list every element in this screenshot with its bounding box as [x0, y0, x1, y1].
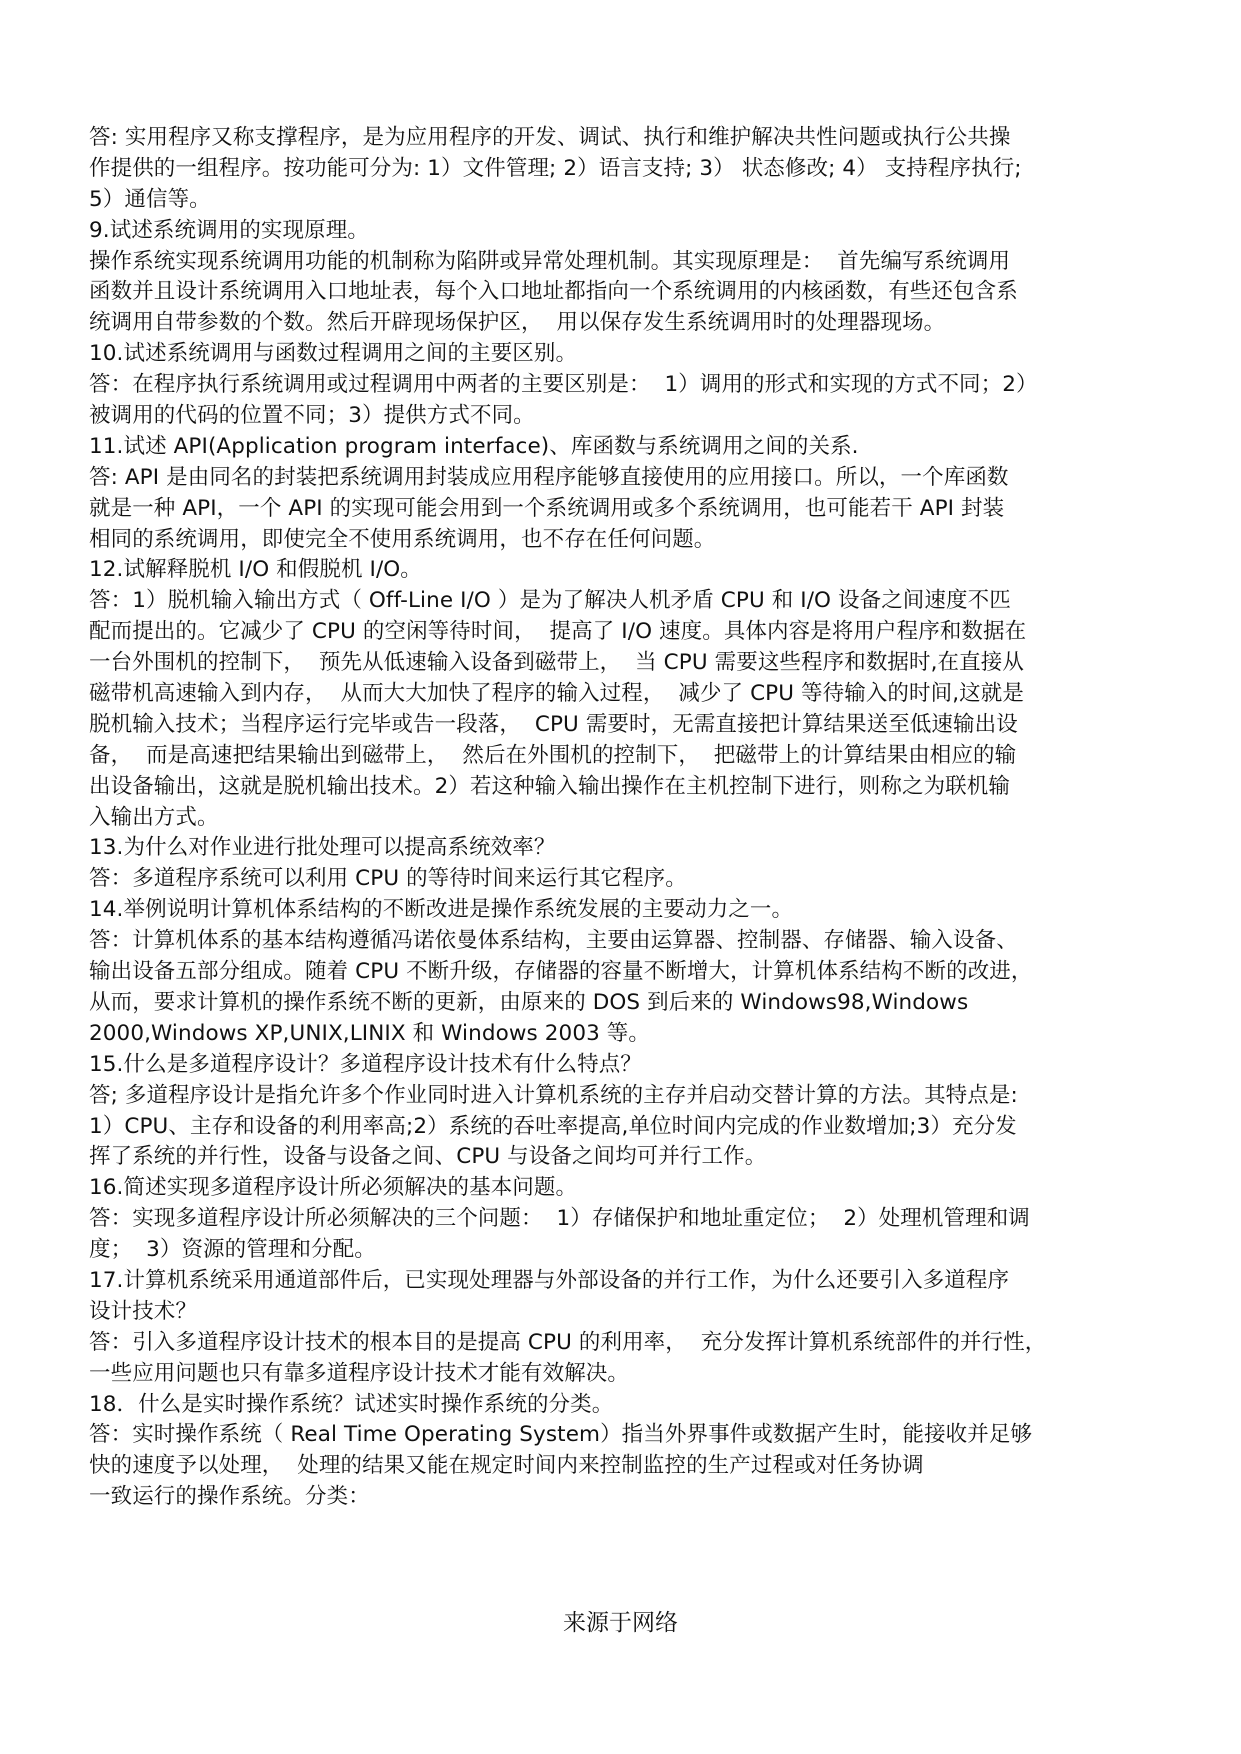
text-line: 13.为什么对作业进行批处理可以提高系统效率？ [89, 835, 556, 861]
text-line: 作提供的一组程序。按功能可分为: 1）文件管理; 2）语言支持; 3） 状态修改; 4） 支持程序执行; [89, 155, 1022, 181]
text-line: 输出设备五部分组成。随着 CPU 不断升级，存储器的容量不断增大，计算机体系结构不断的改进， [89, 959, 1033, 985]
text-line: 答：在程序执行系统调用或过程调用中两者的主要区别是： 1）调用的形式和实现的方式不同；2） [89, 372, 1038, 398]
text-line: 2000,Windows XP,UNIX,LINIX 和 Windows 2003 等。 [89, 1020, 651, 1046]
text-line: 设计技术？ [89, 1298, 198, 1324]
text-line: 就是一种 API，一个 API 的实现可能会用到一个系统调用或多个系统调用，也可能若干 API 封装 [89, 495, 1005, 521]
text-line: 10.试述系统调用与函数过程调用之间的主要区别。 [89, 341, 578, 367]
text-line: 配而提出的。它减少了 CPU 的空闲等待时间， 提高了 I/O 速度。具体内容是将用户程序和数据在 [89, 619, 1027, 645]
text-line: 一台外围机的控制下， 预先从低速输入设备到磁带上， 当 CPU 需要这些程序和数据时,在直接从 [89, 650, 1024, 676]
text-line: 答：实时操作系统（ Real Time Operating System）指当外界事件或数据产生时，能接收并足够 [89, 1422, 1033, 1448]
text-line: 从而，要求计算机的操作系统不断的更新，由原来的 DOS 到后来的 Windows98,Windows [89, 989, 969, 1015]
text-line: 被调用的代码的位置不同；3）提供方式不同。 [89, 403, 535, 429]
text-line: 统调用自带参数的个数。然后开辟现场保护区， 用以保存发生系统调用时的处理器现场。 [89, 310, 946, 336]
text-line: 出设备输出，这就是脱机输出技术。2）若这种输入输出操作在主机控制下进行，则称之为联机输 [89, 773, 1010, 799]
text-line: 快的速度予以处理， 处理的结果又能在规定时间内来控制监控的生产过程或对任务协调 [89, 1453, 924, 1479]
text-line: 答：引入多道程序设计技术的根本目的是提高 CPU 的利用率， 充分发挥计算机系统部件的并行性， [89, 1329, 1047, 1355]
text-line: 备， 而是高速把结果输出到磁带上， 然后在外围机的控制下， 把磁带上的计算结果由相应的输 [89, 742, 1017, 768]
text-line: 函数并且设计系统调用入口地址表，每个入口地址都指向一个系统调用的内核函数，有些还包含系 [89, 279, 1018, 305]
text-line: 相同的系统调用，即使完全不使用系统调用，也不存在任何问题。 [89, 526, 716, 552]
text-line: 9.试述系统调用的实现原理。 [89, 217, 369, 243]
text-line: 1）CPU、主存和设备的利用率高;2）系统的吞吐率提高,单位时间内完成的作业数增加;3）充分发 [89, 1113, 1017, 1139]
text-line: 磁带机高速输入到内存， 从而大大加快了程序的输入过程， 减少了 CPU 等待输入的时间,这就是 [89, 681, 1024, 707]
text-line: 答：1）脱机输入输出方式（ Off-Line I/O ）是为了解决人机矛盾 CPU 和 I/O 设备之间速度不匹 [89, 588, 1011, 614]
text-line: 答：计算机体系的基本结构遵循冯诺依曼体系结构，主要由运算器、控制器、存储器、输入设备、 [89, 928, 1018, 954]
text-line: 答; 多道程序设计是指允许多个作业同时进入计算机系统的主存并启动交替计算的方法。其特点是: [89, 1082, 1018, 1108]
text-line: 15.什么是多道程序设计？多道程序设计技术有什么特点？ [89, 1051, 642, 1077]
text-line: 14.举例说明计算机体系结构的不断改进是操作系统发展的主要动力之一。 [89, 897, 794, 923]
text-line: 挥了系统的并行性，设备与设备之间、CPU 与设备之间均可并行工作。 [89, 1144, 767, 1170]
text-line: 操作系统实现系统调用功能的机制称为陷阱或异常处理机制。其实现原理是： 首先编写系统调用 [89, 248, 1011, 274]
text-line: 一些应用问题也只有靠多道程序设计技术才能有效解决。 [89, 1360, 630, 1386]
text-line: 答: API 是由同名的封装把系统调用封装成应用程序能够直接使用的应用接口。所以，一个库函数 [89, 464, 1009, 490]
text-line: 答: 实用程序又称支撑程序，是为应用程序的开发、调试、执行和维护解决共性问题或执行公共操 [89, 125, 1011, 150]
text-line: 一致运行的操作系统。分类： [89, 1484, 370, 1510]
text-line: 11.试述 API(Application program interface)、库函数与系统调用之间的关系. [89, 433, 859, 459]
text-line: 18．什么是实时操作系统？试述实时操作系统的分类。 [89, 1391, 614, 1417]
text-line: 入输出方式。 [89, 804, 219, 830]
text-line: 5）通信等。 [89, 186, 211, 212]
text-line: 12.试解释脱机 I/O 和假脱机 I/O。 [89, 557, 422, 583]
text-line: 脱机输入技术；当程序运行完毕或告一段落， CPU 需要时，无需直接把计算结果送至低速输出设 [89, 711, 1018, 737]
document-body [89, 123, 1151, 1513]
text-line: 17.计算机系统采用通道部件后，已实现处理器与外部设备的并行工作，为什么还要引入多道程序 [89, 1267, 1010, 1293]
page-footer: 来源于网络 [563, 1610, 678, 1636]
text-line: 答：多道程序系统可以利用 CPU 的等待时间来运行其它程序。 [89, 866, 687, 892]
text-line: 16.简述实现多道程序设计所必须解决的基本问题。 [89, 1175, 578, 1201]
text-line: 答：实现多道程序设计所必须解决的三个问题： 1）存储保护和地址重定位； 2）处理机管理和调 [89, 1206, 1030, 1232]
text-line: 度； 3）资源的管理和分配。 [89, 1237, 376, 1263]
